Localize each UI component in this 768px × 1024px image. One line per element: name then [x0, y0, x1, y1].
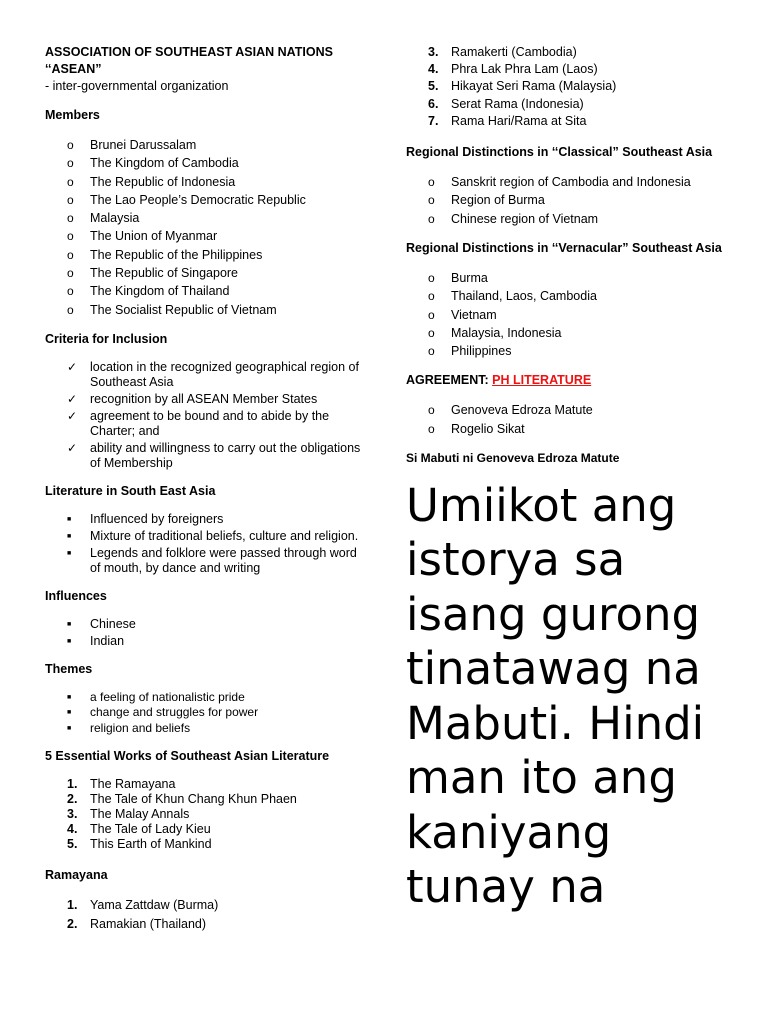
ramayana-heading: Ramayana: [45, 868, 108, 883]
members-heading: Members: [45, 108, 100, 122]
list-item: 2. Ramakian (Thailand): [67, 916, 207, 931]
circle-bullet-icon: o: [428, 289, 435, 304]
list-item: o Sanskrit region of Cambodia and Indonesia: [406, 173, 736, 191]
list-item: 3. Ramakerti (Cambodia): [428, 45, 577, 59]
criteria-heading: Criteria for Inclusion: [45, 331, 168, 346]
list-item: ■ a feeling of nationalistic pride: [67, 689, 245, 704]
circle-bullet-icon: o: [67, 211, 74, 226]
circle-bullet-icon: o: [67, 138, 74, 152]
list-item: 4. Phra Lak Phra Lam (Laos): [428, 62, 598, 77]
influences-list: [45, 617, 370, 649]
criteria-list: [45, 360, 370, 471]
vernacular-heading: Regional Distinctions in ‘‘Vernacular” Southeast Asia: [406, 240, 722, 255]
literature-heading: Literature in South East Asia: [45, 483, 216, 498]
checkmark-icon: ✓: [67, 408, 78, 423]
list-item: o The Lao People’s Democratic Republic: [45, 191, 370, 209]
circle-bullet-icon: o: [428, 193, 435, 208]
list-item: 2. The Tale of Khun Chang Khun Phaen: [67, 792, 297, 807]
list-item: ✓ ability and willingness to carry out the obligations of Membership: [67, 440, 361, 470]
list-item: o Burma: [406, 269, 736, 287]
circle-bullet-icon: o: [67, 229, 74, 244]
ramayana-list-continued: [406, 44, 736, 130]
list-item: o The Kingdom of Thailand: [45, 282, 370, 300]
list-item: ✓ recognition by all ASEAN Member States: [67, 391, 318, 406]
square-bullet-icon: ■: [67, 532, 72, 540]
list-item: 1. Yama Zattdaw (Burma): [67, 898, 219, 913]
list-item: 3. The Malay Annals: [67, 807, 190, 822]
square-bullet-icon: ■: [67, 709, 72, 717]
circle-bullet-icon: o: [428, 270, 435, 285]
list-item: o Chinese region of Vietnam: [406, 210, 736, 228]
checkmark-icon: ✓: [67, 391, 78, 406]
classical-list: [406, 173, 736, 228]
list-item: o Genoveva Edroza Matute: [406, 401, 736, 419]
agreement-label: AGREEMENT:: [406, 373, 493, 388]
circle-bullet-icon: o: [67, 156, 74, 171]
circle-bullet-icon: o: [428, 211, 435, 226]
list-item: ✓ location in the recognized geographical region of Southeast Asia: [67, 359, 359, 389]
circle-bullet-icon: o: [67, 266, 74, 281]
list-item: o Rogelio Sikat: [406, 420, 736, 438]
list-item: o Malaysia: [45, 209, 370, 227]
list-item: 5. Hikayat Seri Rama (Malaysia): [428, 79, 617, 94]
list-item: o Brunei Darussalam: [45, 136, 370, 154]
themes-list: [45, 690, 370, 737]
story-body: Umiikot ang istorya sa isang gurong tinatawag na Mabuti. Hindi man ito ang kaniyang tunay na: [406, 478, 705, 914]
list-item: ■ Legends and folklore were passed through word of mouth, by dance and writing: [67, 545, 357, 575]
document-title: ASSOCIATION OF SOUTHEAST ASIAN NATIONS ‘‘ASEAN”: [45, 45, 333, 76]
checkmark-icon: ✓: [67, 359, 78, 374]
square-bullet-icon: ■: [67, 549, 72, 557]
list-item: o The Republic of the Philippines: [45, 246, 370, 264]
left-column: [45, 44, 370, 945]
square-bullet-icon: ■: [67, 637, 72, 645]
square-bullet-icon: ■: [67, 724, 72, 732]
list-item: o The Kingdom of Cambodia: [45, 154, 370, 172]
members-list: [45, 136, 370, 319]
literature-list: [45, 512, 370, 576]
checkmark-icon: ✓: [67, 440, 78, 455]
ph-literature-highlight: PH LITERATURE: [492, 373, 592, 388]
list-item: o The Republic of Indonesia: [45, 173, 370, 191]
list-item: o Region of Burma: [406, 191, 736, 209]
list-item: ■ Mixture of traditional beliefs, culture and religion.: [67, 528, 359, 543]
list-item: 4. The Tale of Lady Kieu: [67, 821, 211, 836]
ramayana-list: [45, 896, 370, 933]
list-item: 6. Serat Rama (Indonesia): [428, 96, 584, 111]
circle-bullet-icon: o: [428, 344, 435, 359]
list-item: o Philippines: [406, 342, 736, 360]
vernacular-list: [406, 269, 736, 360]
list-item: o Thailand, Laos, Cambodia: [406, 287, 736, 305]
list-item: 5. This Earth of Mankind: [67, 836, 212, 851]
circle-bullet-icon: o: [67, 284, 74, 299]
circle-bullet-icon: o: [428, 325, 435, 340]
list-item: ■ change and struggles for power: [67, 705, 259, 720]
list-item: ■ Influenced by foreigners: [67, 511, 224, 526]
themes-heading: Themes: [45, 661, 93, 676]
list-item: ✓ agreement to be bound and to abide by the Charter; and: [67, 408, 330, 438]
list-item: ■ religion and beliefs: [67, 720, 191, 735]
square-bullet-icon: ■: [67, 693, 72, 701]
list-item: ■ Indian: [67, 633, 125, 648]
agreement-list: [406, 401, 736, 438]
circle-bullet-icon: o: [67, 302, 74, 317]
circle-bullet-icon: o: [428, 307, 435, 322]
essential-works-heading: 5 Essential Works of Southeast Asian Literature: [45, 749, 330, 764]
story-heading: Si Mabuti ni Genoveva Edroza Matute: [406, 450, 620, 465]
list-item: o Malaysia, Indonesia: [406, 324, 736, 342]
classical-heading: Regional Distinctions in ‘‘Classical” Southeast Asia: [406, 145, 713, 160]
circle-bullet-icon: o: [428, 175, 435, 190]
list-item: 1. The Ramayana: [67, 777, 176, 792]
right-column: [406, 44, 736, 915]
agreement-heading: [406, 372, 736, 389]
circle-bullet-icon: o: [67, 247, 74, 262]
list-item: o The Union of Myanmar: [45, 227, 370, 245]
square-bullet-icon: ■: [67, 515, 72, 523]
circle-bullet-icon: o: [428, 403, 435, 418]
circle-bullet-icon: o: [67, 192, 74, 207]
list-item: o The Socialist Republic of Vietnam: [45, 301, 370, 319]
square-bullet-icon: ■: [67, 620, 72, 628]
list-item: o The Republic of Singapore: [45, 264, 370, 282]
list-item: o Vietnam: [406, 306, 736, 324]
list-item: 7. Rama Hari/Rama at Sita: [428, 113, 587, 128]
influences-heading: Influences: [45, 588, 107, 603]
circle-bullet-icon: o: [428, 421, 435, 436]
essential-works-list: [45, 777, 370, 851]
circle-bullet-icon: o: [67, 174, 74, 189]
list-item: ■ Chinese: [67, 616, 136, 631]
document-subtitle: - inter-governmental organization: [45, 79, 229, 93]
